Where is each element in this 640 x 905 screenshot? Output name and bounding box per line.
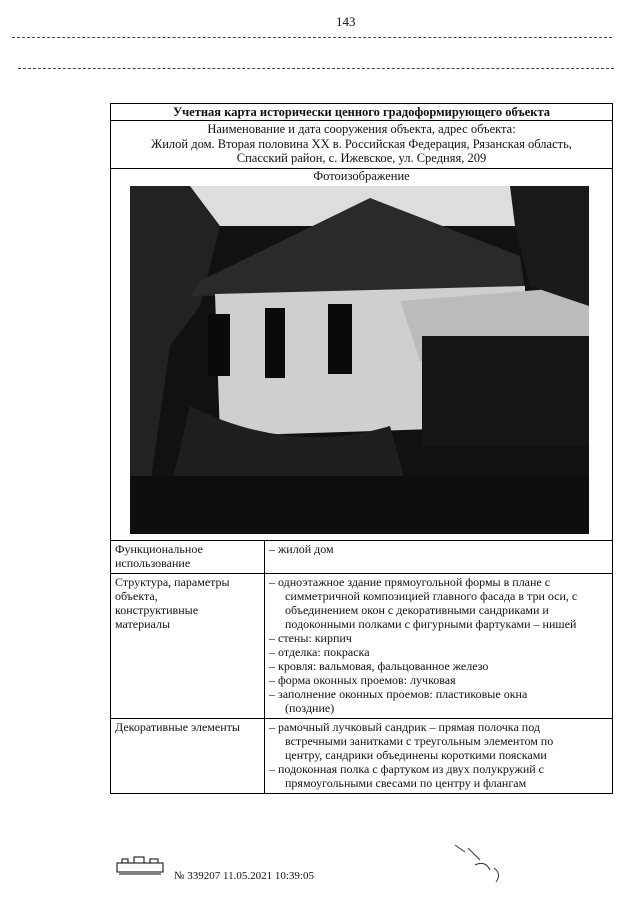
- table-row: [111, 540, 612, 573]
- value-line: – рамочный лучковый сандрик – прямая полочка под: [269, 719, 540, 734]
- value-line: – жилой дом: [269, 541, 334, 556]
- value-line: встречными занитками с треугольным элементом по: [285, 733, 554, 748]
- signature-mark: [450, 840, 510, 885]
- record-card: [110, 103, 613, 794]
- value-line: симметричной композицией главного фасада в три оси, с: [285, 588, 578, 603]
- key-line: Функциональное: [115, 541, 203, 556]
- table-row: [111, 573, 612, 718]
- key-line: материалы: [115, 616, 171, 631]
- header-line: Наименование и дата сооружения объекта, адрес объекта:: [207, 122, 516, 136]
- key-line: Структура, параметры: [115, 574, 230, 589]
- key-line: Декоративные элементы: [115, 719, 240, 734]
- key-line: объекта,: [115, 588, 158, 603]
- card-header: [111, 121, 612, 169]
- scan-artifact-line: [12, 37, 612, 38]
- header-line: Жилой дом. Вторая половина XX в. Российская Федерация, Рязанская область,: [151, 136, 572, 151]
- value-line: – одноэтажное здание прямоугольной формы в плане с: [269, 574, 551, 589]
- value-line: – подоконная полка с фартуком из двух полукружий с: [269, 761, 545, 776]
- building-photo: [130, 186, 589, 534]
- value-line: (поздние): [285, 700, 335, 715]
- scan-artifact-line: [18, 68, 614, 69]
- registry-stamp-icon: [116, 855, 164, 875]
- value-line: объединением окон с декоративными сандриками и: [285, 602, 549, 617]
- table-row: [111, 718, 612, 793]
- header-line: Спасский район, с. Ижевское, ул. Средняя, 209: [236, 151, 487, 165]
- row-key: [111, 573, 265, 718]
- row-value: [265, 573, 613, 718]
- row-value: [265, 540, 613, 573]
- value-line: подоконными полками с фигурными фартуками – нишей: [285, 616, 577, 631]
- key-line: конструктивные: [115, 602, 199, 617]
- value-line: центру, сандрики объединены короткими поясками: [285, 747, 547, 762]
- value-line: – стены: кирпич: [269, 630, 352, 645]
- document-id: № 339207 11.05.2021 10:39:05: [174, 870, 314, 882]
- value-line: – форма оконных проемов: лучковая: [269, 672, 456, 687]
- row-value: [265, 718, 613, 793]
- key-line: использование: [115, 555, 191, 570]
- value-line: – заполнение оконных проемов: пластиковые окна: [269, 686, 528, 701]
- attributes-table: [111, 540, 612, 793]
- row-key: [111, 718, 265, 793]
- page-number: 143: [336, 14, 356, 29]
- row-key: [111, 540, 265, 573]
- card-title: Учетная карта исторически ценного градоформирующего объекта: [111, 104, 612, 121]
- value-line: – кровля: вальмовая, фальцованное железо: [269, 658, 489, 673]
- value-line: прямоугольными свесами по центру и флангам: [285, 775, 527, 790]
- value-line: – отделка: покраска: [269, 644, 370, 659]
- photo-label: Фотоизображение: [313, 168, 410, 183]
